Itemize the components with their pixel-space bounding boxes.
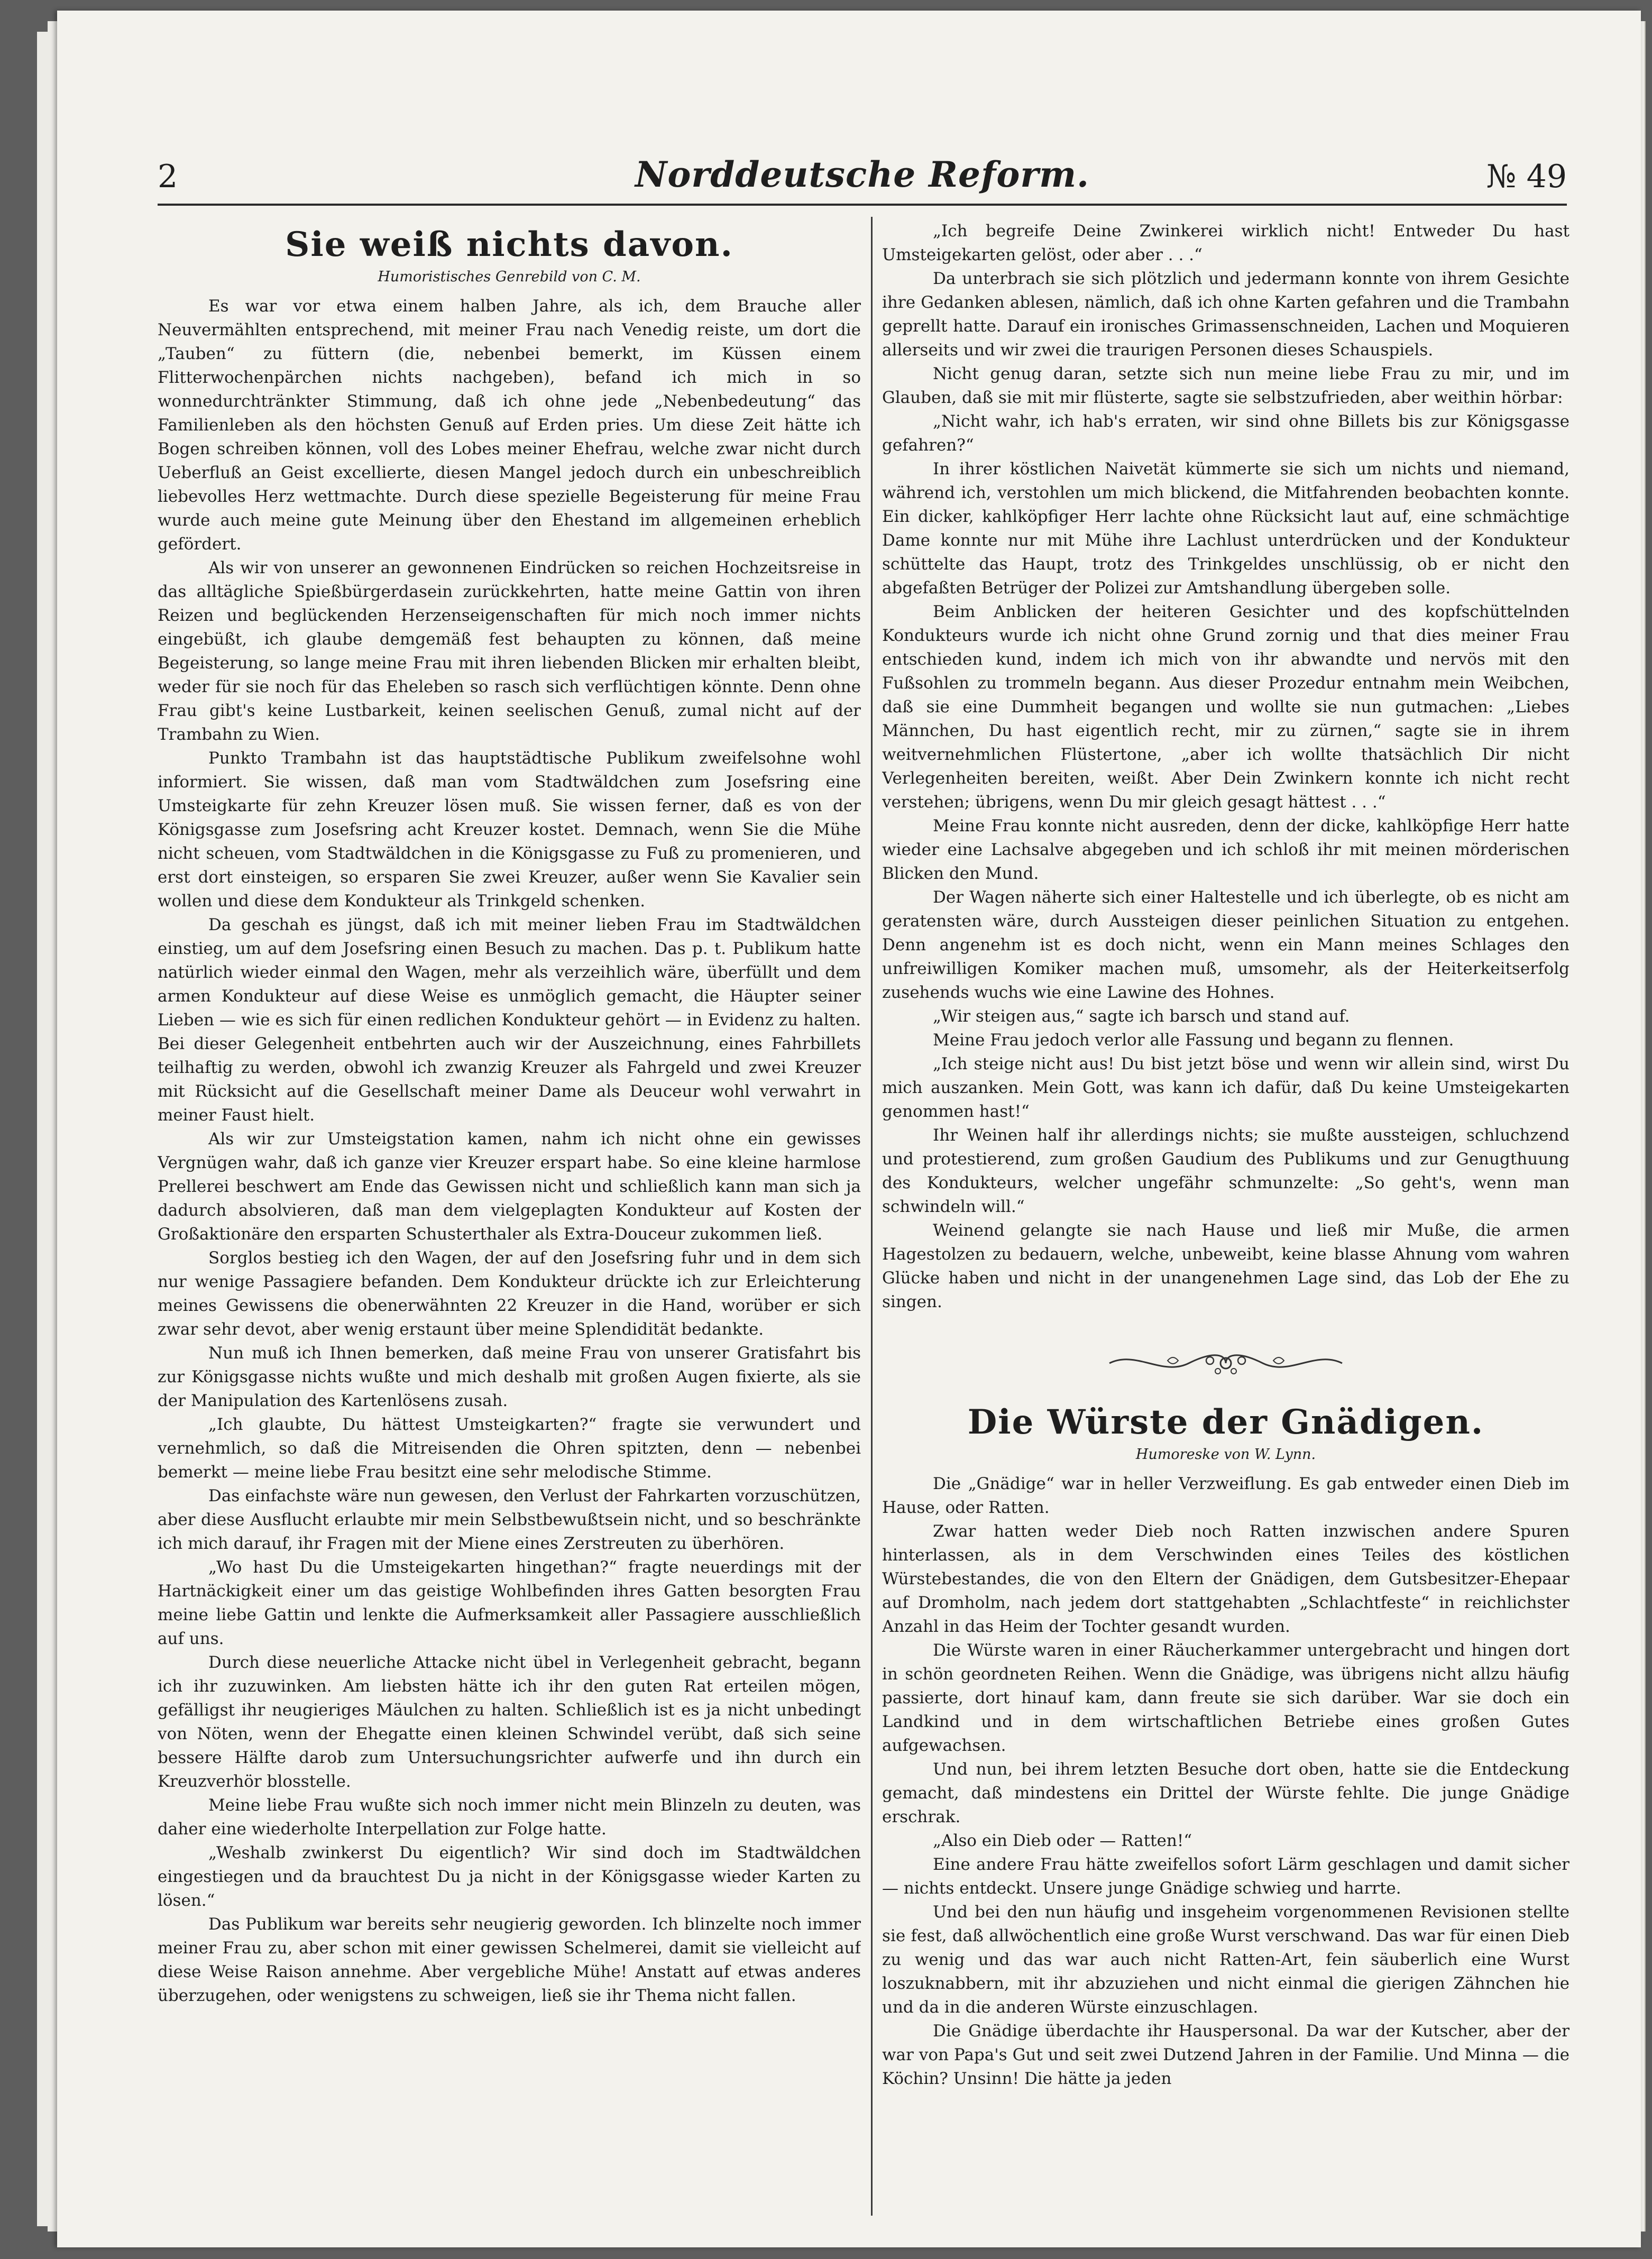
article1-continuation-paragraph: Der Wagen näherte sich einer Haltestelle und ich überlegte, ob es nicht am geratensten wäre, durch Aussteigen dieser peinlichen Situation zu entgehen. Denn angenehm ist es doch nicht, wenn ein Mann meines Schlages den unfreiwilligen Komiker machen muß, umsomehr, als der Heiterkeitserfolg zusehends wuchs wie eine Lawine des Hohnes. [882, 888, 1570, 1002]
article1-paragraph: „Weshalb zwinkerst Du eigentlich? Wir sind doch im Stadtwäldchen eingestiegen und da brauchtest Du ja nicht in der Königsgasse wieder Karten zu lösen.“ [158, 1843, 861, 1910]
article1-continuation-paragraph: In ihrer köstlichen Naivetät kümmerte sie sich um nichts und niemand, während ich, verstohlen um mich blickend, die Mitfahrenden beobachten konnte. Ein dicker, kahlköpfiger Herr lachte ohne Rücksicht laut auf, eine schmächtige Dame konnte nur mit Mühe ihre Lachlust unterdrücken und der Kondukteur schüttelte das Haupt, trotz des Trinkgeldes unschlüssig, ob er nicht den abgefaßten Betrüger der Polizei zur Amtshandlung übergeben solle. [882, 460, 1570, 598]
article2-subtitle: Humoreske von W. Lynn. [1135, 1446, 1316, 1463]
column-divider [871, 217, 873, 2216]
article1-continuation-paragraph: Weinend gelangte sie nach Hause und ließ mir Muße, die armen Hagestolzen zu bedauern, welche, unbeweibt, keine blasse Ahnung vom wahren Glücke haben und nicht in der unangenehmen Lage sind, das Lob der Ehe zu singen. [882, 1221, 1570, 1311]
article1-continuation-paragraph: „Nicht wahr, ich hab's erraten, wir sind ohne Billets bis zur Königsgasse gefahren?“ [882, 412, 1570, 455]
article1-paragraph: Da geschah es jüngst, daß ich mit meiner lieben Frau im Stadtwäldchen einstieg, um auf dem Josefsring einen Besuch zu machen. Das p. t. Publikum hatte natürlich wieder einmal den Wagen, mehr als verzeihlich wäre, überfüllt und dem armen Kondukteur auf diese Weise es unmöglich gemacht, die Häupter seiner Lieben — wie es sich für einen redlichen Kondukteur gehört — in Evidenz zu halten. Bei dieser Gelegenheit entbehrten auch wir der Auszeichnung, eines Fahrbillets teilhaftig zu werden, obwohl ich zwanzig Kreuzer als Fahrgeld und zwei Kreuzer mit Rücksicht auf die Gesellschaft meiner Dame als Deuceur wohl verwahrt in meiner Faust hielt. [158, 915, 861, 1125]
article1-paragraph: Sorglos bestieg ich den Wagen, der auf den Josefsring fuhr und in dem sich nur wenige Passagiere befanden. Dem Kondukteur drückte ich zur Erleichterung meines Gewissens die obenerwähnten 22 Kreuzer in die Hand, worüber er sich zwar sehr devot, aber wenig erstaunt über meine Splendidität bedankte. [158, 1248, 861, 1339]
article1-title: Sie weiß nichts davon. [285, 225, 733, 264]
article1-continuation-paragraph: Da unterbrach sie sich plötzlich und jedermann konnte von ihrem Gesichte ihre Gedanken ablesen, nämlich, daß ich ohne Karten gefahren und die Trambahn geprellt hatte. Darauf ein ironisches Grimassenschneiden, Lachen und Moquieren allerseits und wir zwei die traurigen Personen dieses Schauspiels. [882, 269, 1570, 360]
floral-ornament-icon [1104, 1345, 1347, 1382]
article2-title: Die Würste der Gnädigen. [967, 1402, 1484, 1442]
article1-paragraph: Das einfachste wäre nun gewesen, den Verlust der Fahrkarten vorzuschützen, aber diese Ausflucht erlaubte mir mein Selbstbewußtsein nicht, und so beschränkte ich mich darauf, ihr Fragen mit der Miene eines Zerstreuten zu überhören. [158, 1486, 861, 1553]
article2-paragraph: Die Gnädige überdachte ihr Hauspersonal. Da war der Kutscher, aber der war von Papa's Gut und seit zwei Dutzend Jahren in der Familie. Und Minna — die Köchin? Unsinn! Die hätte ja jeden [882, 2022, 1570, 2088]
article1-continuation-paragraph: Meine Frau konnte nicht ausreden, denn der dicke, kahlköpfige Herr hatte wieder eine Lachsalve abgegeben und ich schloß ihr mit meinen mörderischen Blicken den Mund. [882, 816, 1570, 883]
article1-paragraph: Als wir zur Umsteigstation kamen, nahm ich nicht ohne ein gewisses Vergnügen wahr, daß ich ganze vier Kreuzer erspart habe. So eine kleine harmlose Prellerei beschwert am Ende das Gewissen nicht und schließlich kann man sich ja dadurch absolvieren, daß man dem vielgeplagten Kondukteur auf Kosten der Großaktionäre den ersparten Schusterthaler als Extra-Douceur zukommen ließ. [158, 1130, 861, 1244]
article2-paragraph: Und nun, bei ihrem letzten Besuche dort oben, hatte sie die Entdeckung gemacht, daß mindestens ein Drittel der Würste fehlte. Die junge Gnädige erschrak. [882, 1760, 1570, 1826]
newspaper-title: Norddeutsche Reform. [635, 154, 1090, 195]
article1-paragraph: Als wir von unserer an gewonnenen Eindrücken so reichen Hochzeitsreise in das alltägliche Spießbürgerdasein zurückkehrten, hatte meine Gattin von ihren Reizen und beglückenden Herzenseigenschaften für mich noch immer nichts eingebüßt, ich glaube demgemäß fest behaupten zu können, daß meine Begeisterung, so lange meine Frau mit ihren liebenden Blicken mir erhalten bleibt, weder für sie noch für das Eheleben so rasch sich verflüchtigen könnte. Denn ohne Frau gibt's keine Lustbarkeit, keinen seelischen Genuß, zumal nicht auf der Trambahn zu Wien. [158, 558, 861, 744]
page-header [158, 151, 1567, 198]
article1-paragraph: Punkto Trambahn ist das hauptstädtische Publikum zweifelsohne wohl informiert. Sie wissen, daß man vom Stadtwäldchen zum Josefsring eine Umsteigkarte für zehn Kreuzer lösen muß. Sie wissen ferner, daß es von der Königsgasse zum Josefsring acht Kreuzer kostet. Demnach, wenn Sie die Mühe nicht scheuen, vom Stadtwäldchen in die Königsgasse zu Fuß zu promenieren, und erst dort einsteigen, so ersparen Sie zwei Kreuzer, außer wenn Sie Kavalier sein wollen und diese dem Kondukteur als Trinkgeld schenken. [158, 749, 861, 911]
floral-ornament [882, 1340, 1570, 1385]
article1-continuation-paragraph: „Ich begreife Deine Zwinkerei wirklich nicht! Entweder Du hast Umsteigekarten gelöst, oder aber . . .“ [882, 222, 1570, 264]
article2-paragraph: Und bei den nun häufig und insgeheim vorgenommenen Revisionen stellte sie fest, daß allwöchentlich eine große Wurst verschwand. Das war für einen Dieb zu wenig und das war auch nicht Ratten-Art, fein säuberlich eine Wurst loszuknabbern, mit ihr abzuziehen und nicht einmal die gierigen Zähnchen hie und da in die anderen Würste einzuschlagen. [882, 1903, 1570, 2017]
article1-continuation-paragraph: Beim Anblicken der heiteren Gesichter und des kopfschüttelnden Kondukteurs wurde ich nicht ohne Grund zornig und that dies meiner Frau entschieden kund, indem ich mich von ihr abwandte und nervös mit den Fußsohlen zu trommeln begann. Aus dieser Prozedur entnahm mein Weibchen, daß sie eine Dummheit begangen und wollte sie nun gutmachen: „Liebes Männchen, Du hast eigentlich recht, mir zu zürnen,“ sagte sie in ihrem weitvernehmlichen Flüstertone, „aber ich wollte thatsächlich Dir nicht Verlegenheiten bereiten, weißt. Aber Dein Zwinkern konnte ich nicht recht verstehen; übrigens, wenn Du mir gleich gesagt hättest . . .“ [882, 602, 1570, 812]
article1-paragraph: „Wo hast Du die Umsteigekarten hingethan?“ fragte neuerdings mit der Hartnäckigkeit einer um das geistige Wohlbefinden ihres Gatten besorgten Frau meine liebe Gattin und lenkte die Aufmerksamkeit aller Passagiere ausschließlich auf uns. [158, 1558, 861, 1648]
article2-paragraph: Die Würste waren in einer Räucherkammer untergebracht und hingen dort in schön geordneten Reihen. Wenn die Gnädige, was übrigens nicht allzu häufig passierte, dort hinauf kam, dann freute sie sich darüber. War sie doch ein Landkind und in dem wirtschaftlichen Betriebe eines großen Gutes aufgewachsen. [882, 1641, 1570, 1755]
article1-paragraph: Es war vor etwa einem halben Jahre, als ich, dem Brauche aller Neuvermählten entsprechend, mit meiner Frau nach Venedig reiste, um dort die „Tauben“ zu füttern (die, nebenbei bemerkt, im Küssen einem Flitterwochenpärchen nichts nachgeben), befand ich mich in so wonnedurchtränkter Stimmung, daß ich ohne jede „Nebenbedeutung“ das Familienleben als den höchsten Genuß auf Erden pries. Um diese Zeit hätte ich Bogen schreiben können, voll des Lobes meiner Ehefrau, welche zwar nicht durch Ueberfluß an Geist excellierte, diesen Mangel jedoch durch ein unbeschreiblich liebevolles Herz wettmachte. Durch diese spezielle Begeisterung für meine Frau wurde auch meine gute Meinung über den Ehestand im allgemeinen erheblich gefördert. [158, 297, 861, 554]
header-rule [158, 204, 1567, 206]
article1-continuation-paragraph: Ihr Weinen half ihr allerdings nichts; sie mußte aussteigen, schluchzend und protestierend, zum großen Gaudium des Publikums und zur Genugthuung des Kondukteurs, welcher ungefähr schmunzelte: „So geht's, wenn man schwindeln will.“ [882, 1126, 1570, 1216]
article2-paragraph: Zwar hatten weder Dieb noch Ratten inzwischen andere Spuren hinterlassen, als in dem Verschwinden eines Teiles des köstlichen Würstebestandes, die von den Eltern der Gnädigen, dem Gutsbesitzer-Ehepaar auf Dromholm, nach jedem dort stattgehabten „Schlachtfeste“ in reichlichster Anzahl in das Heim der Tochter gesandt wurden. [882, 1522, 1570, 1636]
article2-paragraph: Eine andere Frau hätte zweifellos sofort Lärm geschlagen und damit sicher — nichts entdeckt. Unsere junge Gnädige schwieg und harrte. [882, 1855, 1570, 1898]
article1-paragraph: Meine liebe Frau wußte sich noch immer nicht mein Blinzeln zu deuten, was daher eine wiederholte Interpellation zur Folge hatte. [158, 1796, 861, 1839]
right-column [882, 219, 1570, 2208]
page-number: 2 [158, 158, 178, 195]
issue-number: № 49 [1486, 158, 1567, 195]
article1-paragraph: „Ich glaubte, Du hättest Umsteigkarten?“ fragte sie verwundert und vernehmlich, so daß die Mitreisenden die Ohren spitzten, denn — nebenbei bemerkt — meine liebe Frau besitzt eine sehr melodische Stimme. [158, 1415, 861, 1482]
article1-subtitle: Humoristisches Genrebild von C. M. [378, 269, 641, 285]
article1-continuation-paragraph: Meine Frau jedoch verlor alle Fassung und begann zu flennen. [933, 1031, 1454, 1050]
article1-paragraph: Nun muß ich Ihnen bemerken, daß meine Frau von unserer Gratisfahrt bis zur Königsgasse nichts wußte und mich deshalb mit großen Augen fixierte, als sie der Manipulation des Kartenlösens zusah. [158, 1344, 861, 1410]
left-column [158, 219, 861, 2208]
article2-paragraph: Die „Gnädige“ war in heller Verzweiflung. Es gab entweder einen Dieb im Hause, oder Ratten. [882, 1474, 1570, 1517]
article1-continuation-paragraph: Nicht genug daran, setzte sich nun meine liebe Frau zu mir, und im Glauben, daß sie mit mir flüsterte, sagte sie selbstzufrieden, aber weithin hörbar: [882, 364, 1570, 407]
article2-paragraph: „Also ein Dieb oder — Ratten!“ [933, 1831, 1192, 1850]
article1-continuation-paragraph: „Wir steigen aus,“ sagte ich barsch und stand auf. [933, 1007, 1350, 1026]
article1-continuation-paragraph: „Ich steige nicht aus! Du bist jetzt böse und wenn wir allein sind, wirst Du mich auszanken. Mein Gott, was kann ich dafür, daß Du keine Umsteigekarten genommen hast!“ [882, 1054, 1570, 1121]
newspaper-page [57, 11, 1641, 2247]
article1-paragraph: Das Publikum war bereits sehr neugierig geworden. Ich blinzelte noch immer meiner Frau zu, aber schon mit einer gewissen Schelmerei, damit sie vielleicht auf diese Weise Raison annehme. Aber vergebliche Mühe! Anstatt auf etwas anderes überzugehen, oder wenigstens zu schweigen, ließ sie ihr Thema nicht fallen. [158, 1915, 861, 2005]
article1-paragraph: Durch diese neuerliche Attacke nicht übel in Verlegenheit gebracht, begann ich ihr zuzuwinken. Am liebsten hätte ich ihr den guten Rat erteilen mögen, gefälligst ihr neugieriges Mäulchen zu halten. Schließlich ist es ja nicht unbedingt von Nöten, wenn der Ehegatte einen kleinen Schwindel verübt, daß sich seine bessere Hälfte darob zum Untersuchungsrichter aufwerfe und ihn durch ein Kreuzverhör blosstelle. [158, 1653, 861, 1791]
